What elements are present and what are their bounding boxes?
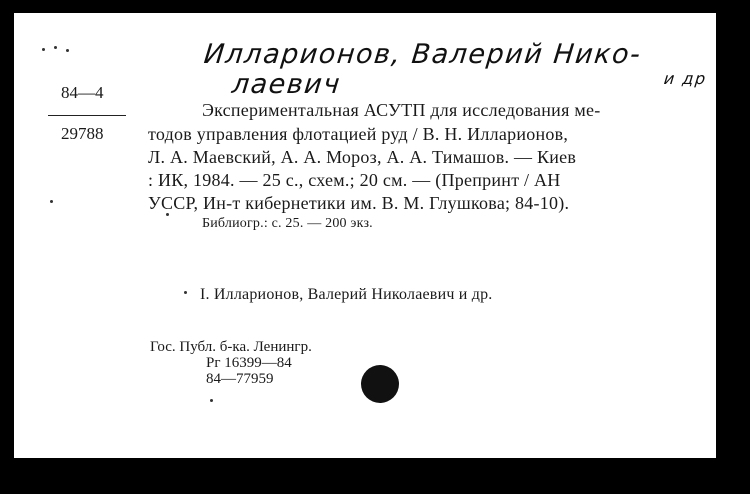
library-code-2: 84—77959 [206,371,274,387]
description-line-4: : ИК, 1984. — 25 с., схем.; 20 см. — (Препринт / АН [148,170,561,190]
bibliography-note: Библиогр.: с. 25. — 200 экз. [202,216,373,231]
handwritten-author-line-2: лаевич [230,69,343,100]
added-entry: I. Илларионов, Валерий Николаевич и др. [200,286,493,303]
catalog-card [14,13,716,458]
library-name: Гос. Публ. б-ка. Ленингр. [150,339,312,355]
speck [50,200,53,203]
shelf-mark-top: 84—4 [61,83,104,102]
description-line-2: тодов управления флотацией руд / В. Н. Илларионов, [148,124,569,144]
description-line-1: Экспериментальная АСУТП для исследования ме- [202,100,601,120]
library-code-1: Рг 16399—84 [206,355,292,371]
speck [66,49,69,52]
speck [166,213,169,216]
handwritten-author-line-1: Илларионов, Валерий Нико- [202,39,644,70]
speck [54,46,57,49]
description-line-3: Л. А. Маевский, А. А. Мороз, А. А. Тимашов. — Киев [148,147,577,167]
description-line-5: УССР, Ин-т кибернетики им. В. М. Глушкова; 84-10). [148,193,570,213]
shelf-mark-divider [48,115,126,116]
speck [184,291,187,294]
handwritten-annotation: и др [663,69,708,88]
shelf-mark-bottom: 29788 [61,124,104,143]
speck [42,48,45,51]
speck [210,399,213,402]
ink-stamp-blot [361,365,399,403]
